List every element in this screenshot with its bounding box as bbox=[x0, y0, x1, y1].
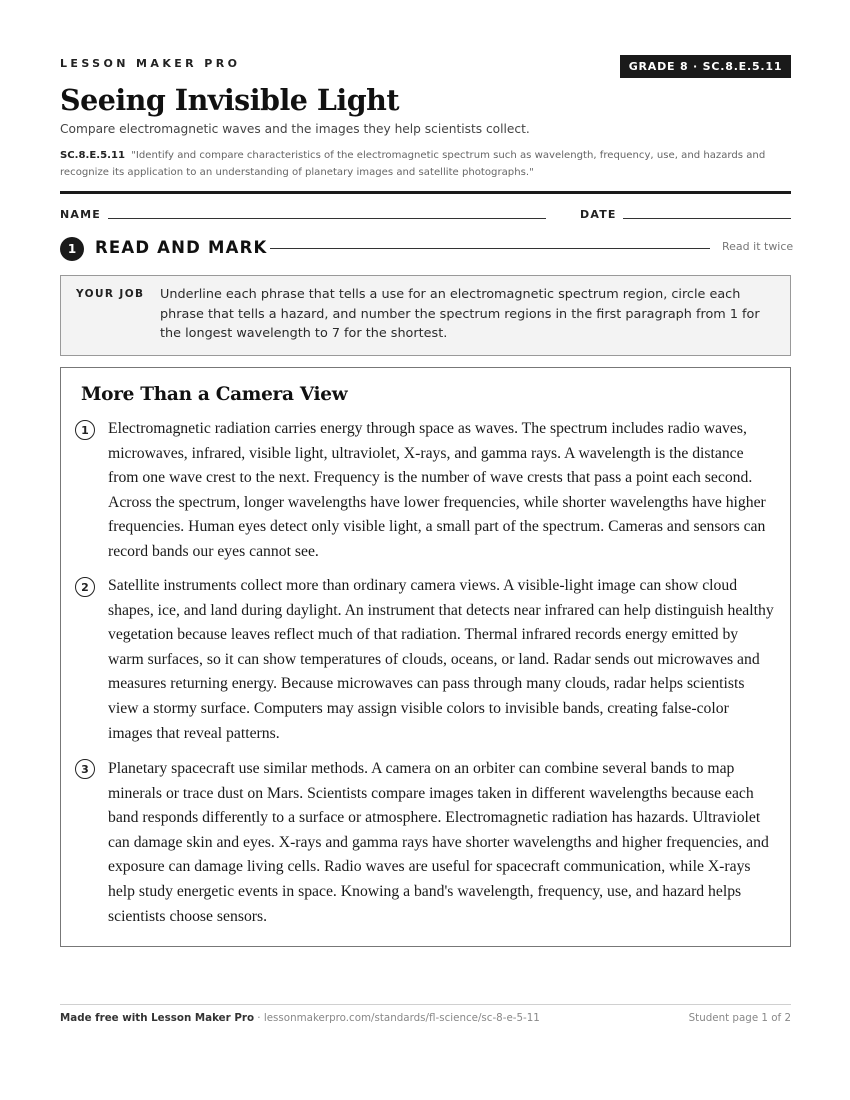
date-label: DATE bbox=[580, 208, 617, 221]
footer-separator: · bbox=[254, 1012, 264, 1024]
footer-made-with: Made free with Lesson Maker Pro bbox=[60, 1012, 255, 1024]
paragraph-text: Electromagnetic radiation carries energy through space as waves. The spectrum includes radio waves, microwaves, infrared, visible light, ultraviolet, X-rays, and gamma rays. A wavelength is the distance from one wave crest to the next. Frequency is the number of wave crests that pass a point each second. Across the spectrum, longer wavelengths have lower frequencies, while shorter wavelengths have higher frequencies. Human eyes detect only visible light, a small part of the spectrum. Cameras and sensors can record bands our eyes cannot see. bbox=[108, 420, 766, 560]
footer-page-number: Student page 1 of 2 bbox=[688, 1012, 791, 1024]
paragraph-number: 3 bbox=[75, 759, 95, 779]
date-field[interactable] bbox=[623, 218, 791, 219]
paragraph-text: Satellite instruments collect more than ordinary camera views. A visible-light image can show cloud shapes, ice, and land during daylight. An instrument that detects near infrared can help distinguish healthy vegetation because leaves reflect much of that radiation. Thermal infrared records energy emitted by warm surfaces, so it can show temperatures of clouds, oceans, or land. Radar sends out microwaves and measures returning energy. Because microwaves can pass through many clouds, radar helps scientists view a stormy surface. Computers may assign visible colors to invisible bands, creating false-color images that reveal patterns. bbox=[108, 577, 774, 742]
reading-passage bbox=[60, 367, 791, 947]
your-job-instructions: Underline each phrase that tells a use for an electromagnetic spectrum region, circle each phrase that tells a hazard, and number the spectrum regions in the first paragraph from 1 for the longest wavelength to 7 for the shortest. bbox=[160, 287, 760, 341]
section-title: READ AND MARK bbox=[95, 238, 268, 257]
footer-divider bbox=[60, 1004, 791, 1005]
section-number-badge: 1 bbox=[60, 237, 84, 261]
footer-credit bbox=[60, 1012, 540, 1024]
standard-text: "Identify and compare characteristics of the electromagnetic spectrum such as wavelength, frequency, use, and hazards and recognize its application to an understanding of planetary images and satellite photographs." bbox=[60, 150, 766, 178]
grade-standard-badge: GRADE 8 · SC.8.E.5.11 bbox=[620, 55, 791, 78]
section-note: Read it twice bbox=[722, 240, 794, 253]
paragraph-text: Planetary spacecraft use similar methods. A camera on an orbiter can combine several bands to map minerals or trace dust on Mars. Scientists compare images taken in different wavelengths because each band responds differently to a surface or atmosphere. Electromagnetic radiation has hazards. Ultraviolet can damage skin and eyes. X-rays and gamma rays have shorter wavelengths and higher frequencies, and exposure can damage living cells. Radio waves are useful for spacecraft communication, while X-rays help study energetic events in space. Knowing a band's wavelength, frequency, use, and hazard helps scientists choose sensors. bbox=[108, 760, 769, 925]
page-title: Seeing Invisible Light bbox=[60, 83, 400, 117]
your-job-label: YOUR JOB bbox=[76, 288, 145, 300]
your-job-box bbox=[60, 275, 791, 356]
section-divider bbox=[270, 248, 710, 249]
standard-description bbox=[60, 147, 800, 181]
name-field[interactable] bbox=[108, 218, 546, 219]
reading-title: More Than a Camera View bbox=[81, 384, 348, 405]
name-label: NAME bbox=[60, 208, 101, 221]
paragraph-number: 1 bbox=[75, 420, 95, 440]
paragraph-number: 2 bbox=[75, 577, 95, 597]
standard-code: SC.8.E.5.11 bbox=[60, 150, 126, 161]
page-subtitle: Compare electromagnetic waves and the images they help scientists collect. bbox=[60, 122, 530, 136]
brand-name: LESSON MAKER PRO bbox=[60, 57, 241, 70]
footer-url[interactable]: lessonmakerpro.com/standards/fl-science/sc-8-e-5-11 bbox=[263, 1012, 540, 1024]
header-divider bbox=[60, 191, 791, 194]
